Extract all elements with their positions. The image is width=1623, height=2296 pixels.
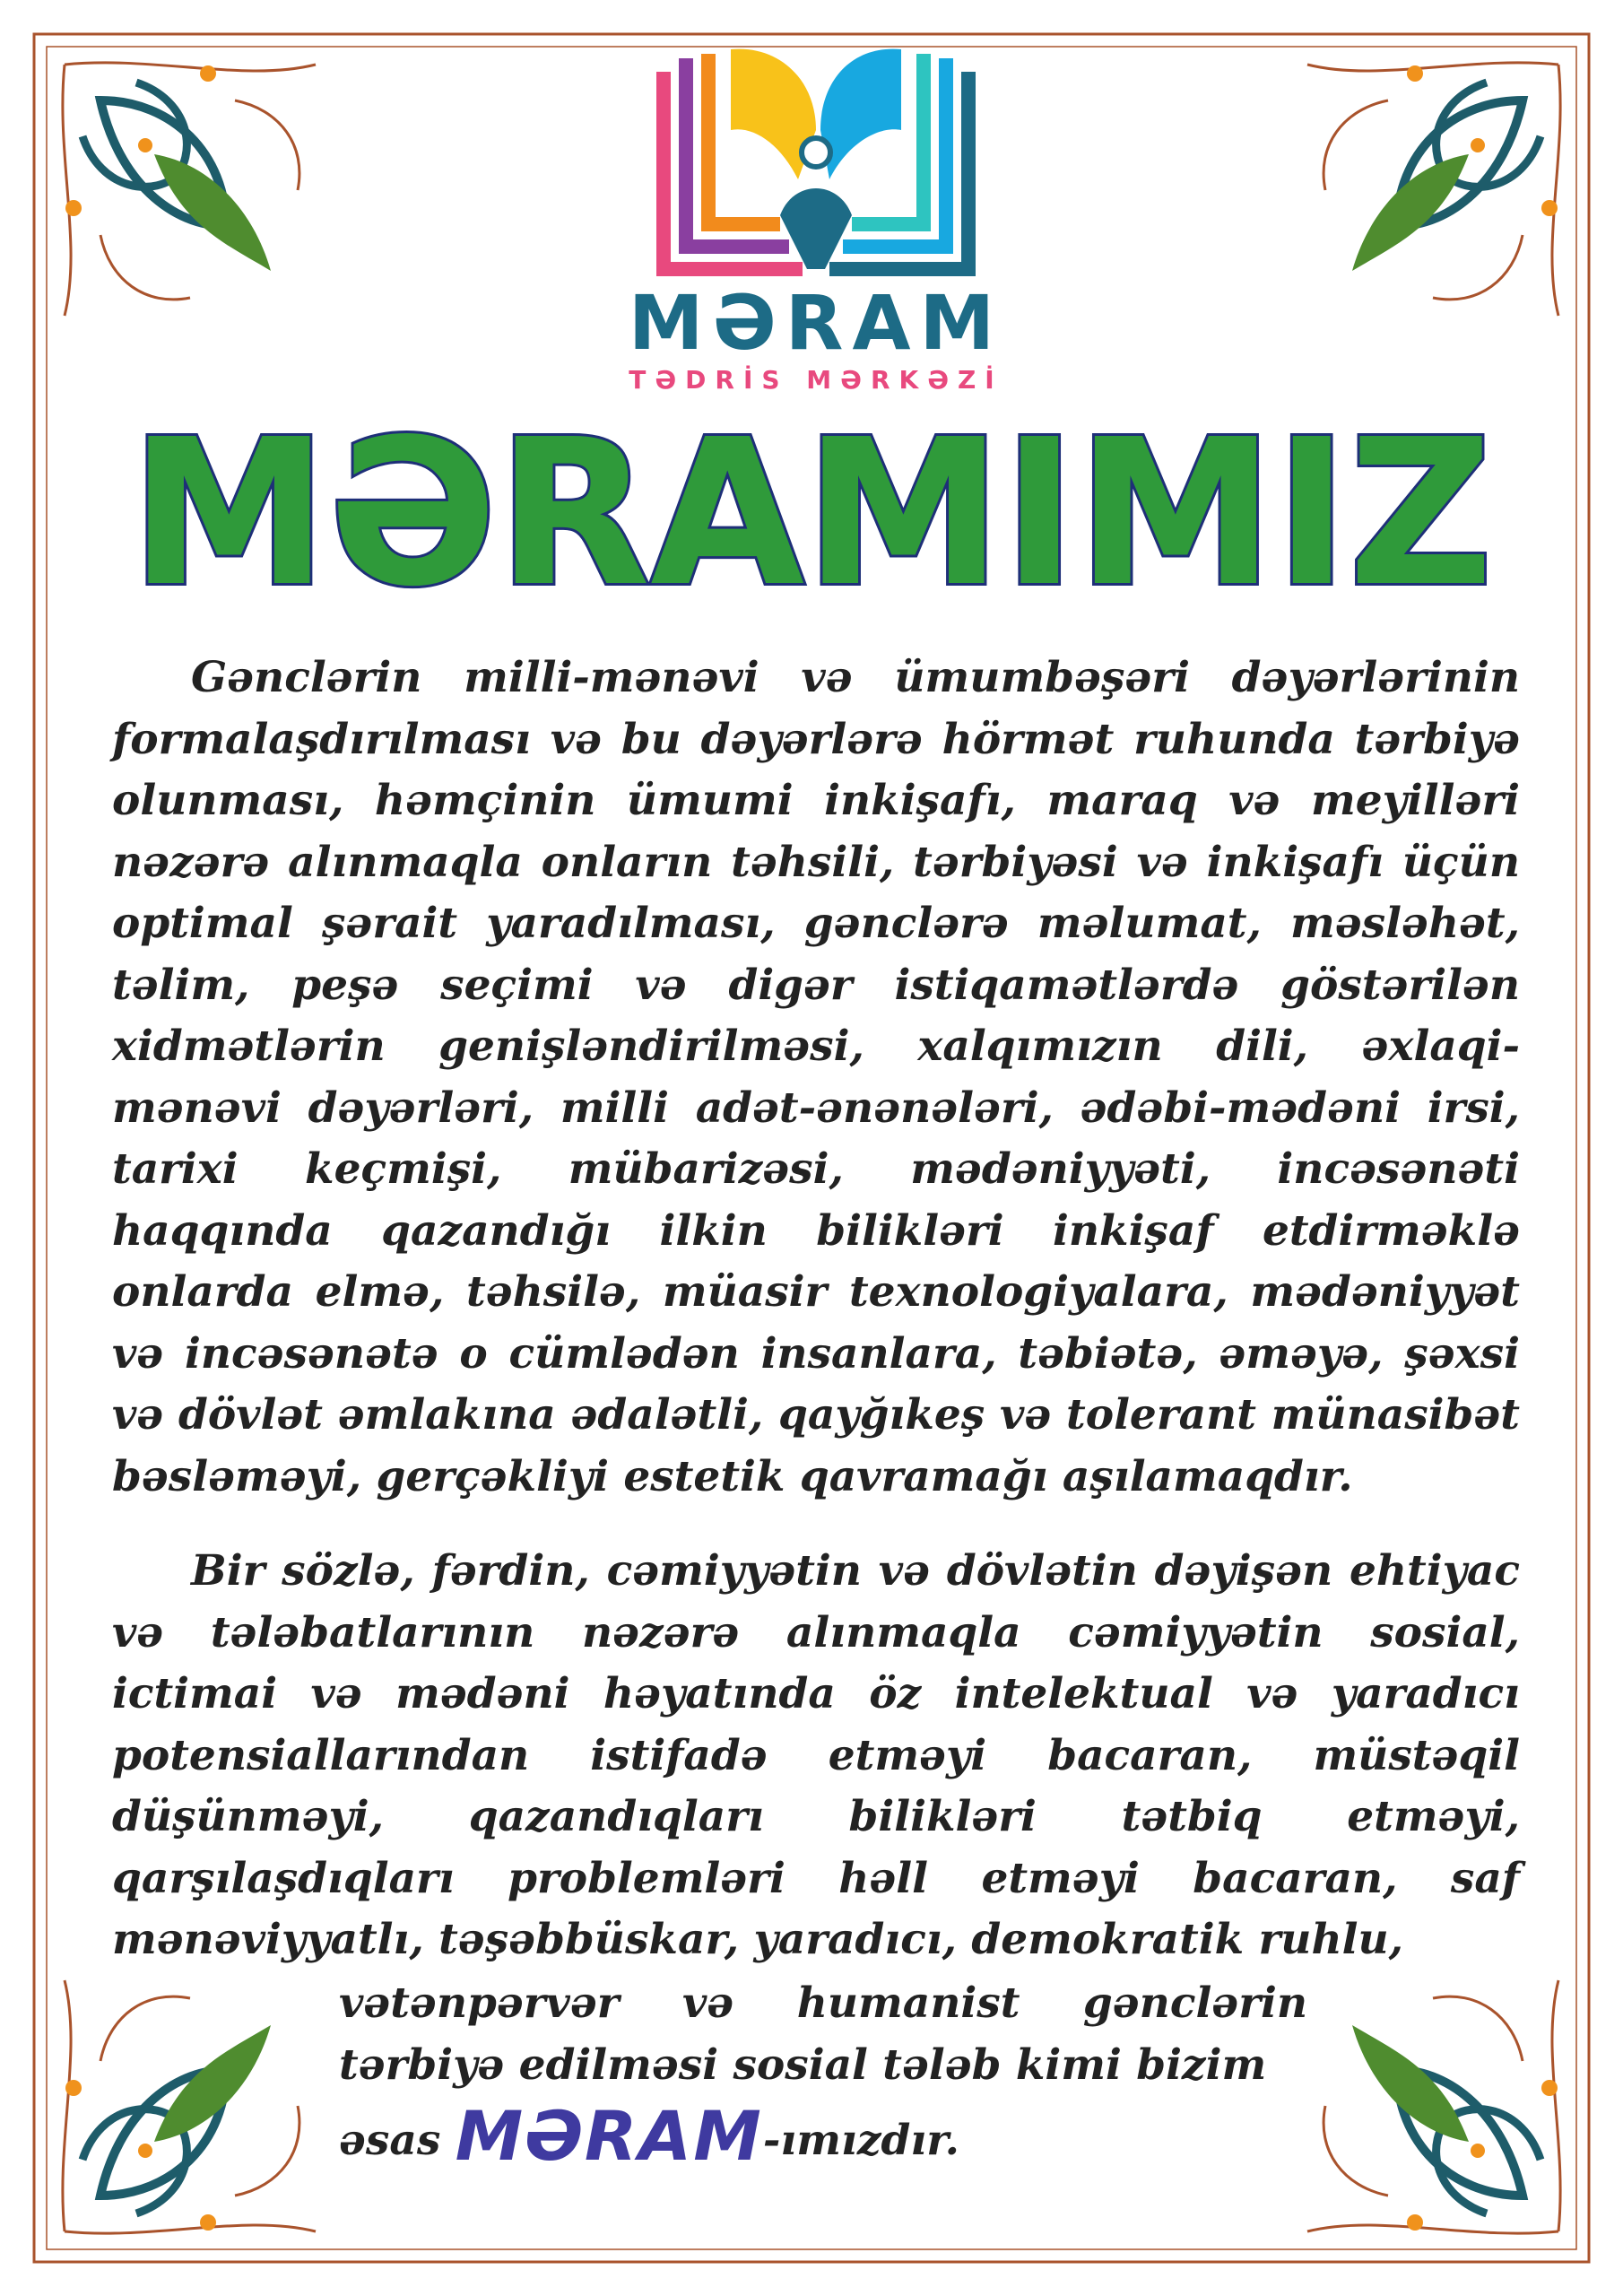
ornament-top-left [63,63,316,316]
closing-suffix: -ımızdır. [762,2116,960,2165]
ornament-bottom-left [63,1980,316,2233]
closing-brand: MƏRAM [455,2096,763,2176]
page-title-text: MƏRAMIMIZ [130,408,1493,614]
closing-prefix: əsas [339,2116,441,2165]
meram-logo [628,45,1004,404]
ornament-bottom-right [1307,1980,1560,2233]
ornament-top-right [1307,63,1560,316]
logo-wordmark: MƏRAM [628,279,1004,367]
mission-closing: vətənpərvər və humanist gənclərin tərbiyə edilməsi sosial tələb kimi bizim [339,1979,1307,2090]
mission-paragraph-1: Gənclərin milli-mənəvi və ümumbəşəri dəyərlərinin formalaşdırılması və bu dəyərlərə hörmət ruhunda tərbiyə olunması, həmçinin ümumi inkişafı, maraq və meyilləri nəzərə alınmaqla onların təhsili, tərbiyəsi və inkişafı üçün optimal şərait yaradılması, gənclərə məlumat, məsləhət, təlim, peşə seçimi və digər istiqamətlərdə göstərilən xidmətlərin genişləndirilməsi, xalqımızın dili, əxlaqi-mənəvi dəyərləri, milli adət-ənənələri, ədəbi-mədəni irsi, tarixi keçmişi, mübarizəsi, mədəniyyəti, incəsənəti haqqında qazandığı ilkin bilikləri inkişaf etdirməklə onlarda elmə, təhsilə, müasir texnologiyalara, mədəniyyət və incəsənətə o cümlədən insanlara, təbiətə, əməyə, şəxsi və dövlət əmlakına ədalətli, qayğıkeş və tolerant münasibət bəsləməyi, gerçəkliyi estetik qavramağı aşılamaqdır. [112,653,1520,1501]
mission-paragraph-2: Bir sözlə, fərdin, cəmiyyətin və dövlətin dəyişən ehtiyac və tələbatlarının nəzərə alınmaqla cəmiyyətin sosial, ictimai və mədəni həyatında öz intelektual və yaradıcı potensiallarından istifadə etməyi bacaran, müstəqil düşünməyi, qazandıqları bilikləri tətbiq etməyi, qarşılaşdıqları problemləri həll etməyi bacaran, saf mənəviyyatlı, təşəbbüskar, yaradıcı, demokratik ruhlu, [112,1546,1520,1964]
page-title [126,408,1497,614]
logo-subtitle: TƏDRİS MƏRKƏZİ [629,365,1003,395]
open-book-logo-icon [646,45,986,287]
mission-closing-line [339,2096,1307,2177]
